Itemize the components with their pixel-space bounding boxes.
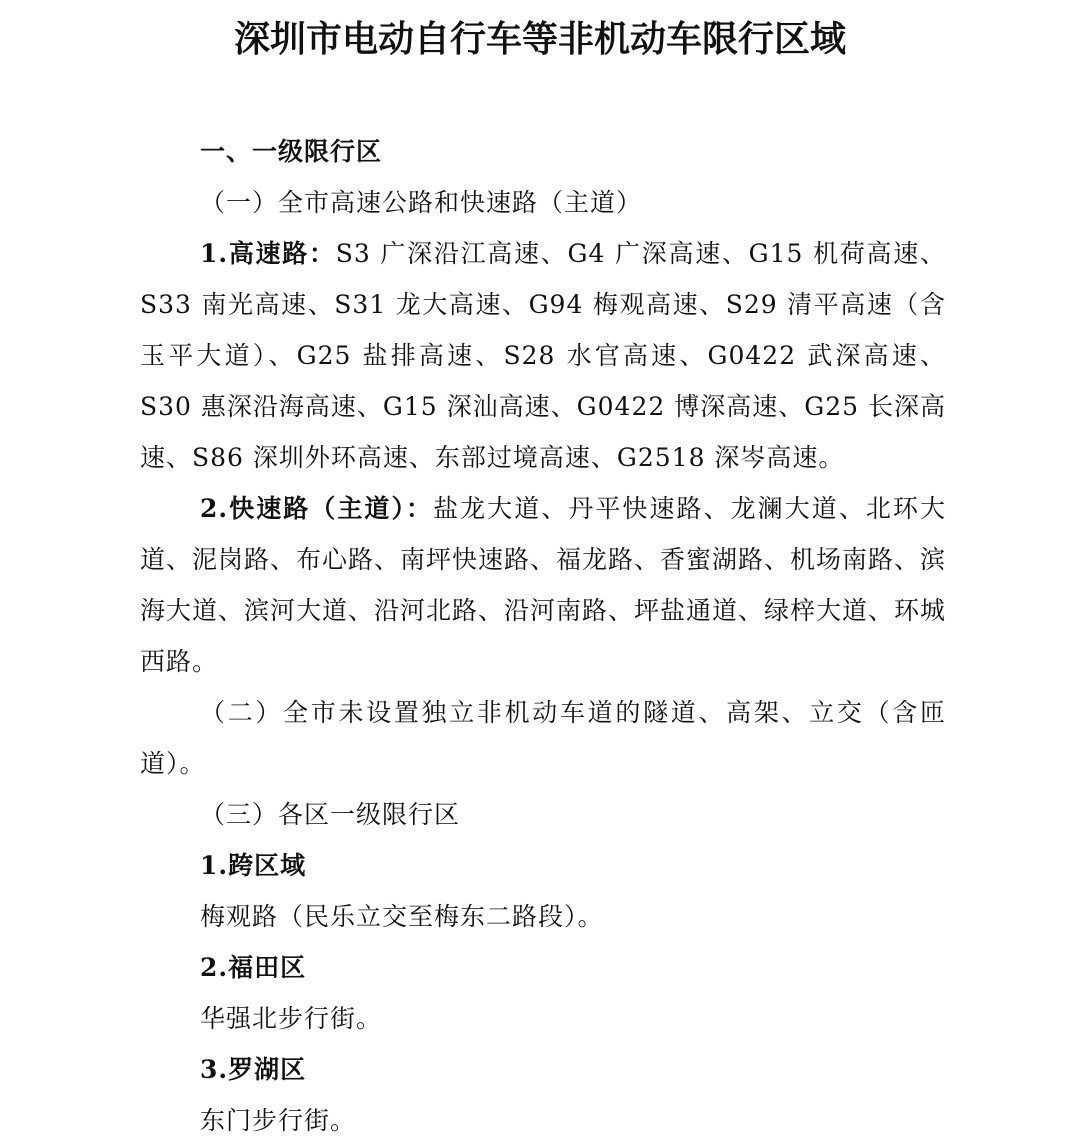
subsection-heading-districts: （三）各区一级限行区 — [200, 800, 461, 829]
paragraph-label-highways: 1.高速路： — [200, 239, 336, 268]
district-label-cross-region: 1.跨区域 — [200, 851, 307, 880]
district-text-cross-region: 梅观路（民乐立交至梅东二路段）。 — [200, 902, 604, 931]
document-title: 深圳市电动自行车等非机动车限行区域 — [233, 19, 846, 60]
subsection-heading-expressways: （一）全市高速公路和快速路（主道） — [200, 188, 643, 217]
paragraph-expressways — [140, 483, 946, 687]
paragraph-tunnels-viaducts: （二）全市未设置独立非机动车道的隧道、高架、立交（含匝道）。 — [140, 698, 946, 778]
paragraph-text-highways: S3 广深沿江高速、G4 广深高速、G15 机荷高速、S33 南光高速、S31 龙大高速、G94 梅观高速、S29 清平高速（含玉平大道）、G25 盐排高速、S28 水官高速、G0422 武深高速、S30 惠深沿海高速、G15 深汕高速、G0422 博深高速、G25 长深高速、S86 深圳外环高速、东部过境高速、G2518 深岑高速。 — [140, 239, 946, 472]
paragraph-highways — [140, 228, 946, 483]
district-text-futian: 华强北步行街。 — [200, 1004, 383, 1033]
section-heading-level-1: 一、一级限行区 — [200, 137, 383, 166]
paragraph-label-expressways: 2.快速路（主道）： — [200, 494, 434, 523]
district-label-futian: 2.福田区 — [200, 953, 307, 982]
district-label-luohu: 3.罗湖区 — [200, 1055, 307, 1084]
document-body — [140, 126, 946, 1146]
district-text-luohu: 东门步行街。 — [200, 1106, 357, 1135]
paragraph-text-expressways: 盐龙大道、丹平快速路、龙澜大道、北环大道、泥岗路、布心路、南坪快速路、福龙路、香蜜湖路、机场南路、滨海大道、滨河大道、沿河北路、沿河南路、坪盐通道、绿梓大道、环城西路。 — [140, 494, 947, 676]
